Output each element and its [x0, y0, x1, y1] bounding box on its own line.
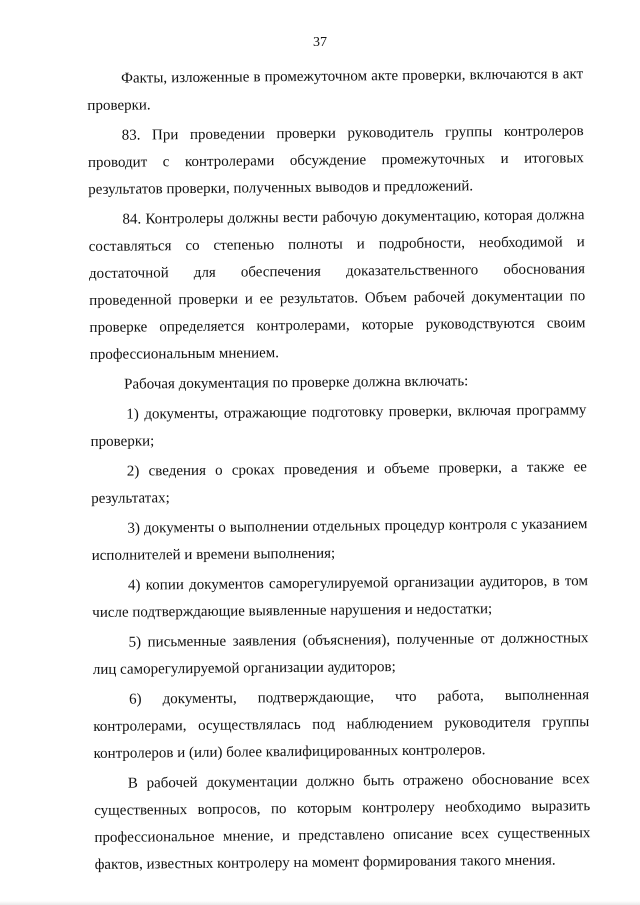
list-item-6-supervision-docs: 6) документы, подтверждающие, что работа, выполненная контролерами, осуществлялась под наблюдением руководителя группы контролеров и (или) более квалифицированных контролеров. [93, 687, 590, 762]
list-item-3-procedure-docs: 3) документы о выполнении отдельных процедур контроля с указанием исполнителей и времени выполнения; [91, 516, 588, 564]
paragraph-84-working-documentation: 84. Контролеры должны вести рабочую документацию, которая должна составляться со степенью полноты и подробности, необходимой и достаточной для обеспечения доказательственного обоснования проведенной проверки и ее результатов. Объем рабочей документации по проверке определяется контролерами, которые руководствуются своим профессиональным мнением. [88, 207, 586, 363]
list-item-4-document-copies: 4) копии документов саморегулируемой организации аудиторов, в том числе подтверждающие выявленные нарушения и недостатки; [92, 573, 589, 621]
paragraph-documentation-contents-intro: Рабочая документация по проверке должна включать: [123, 373, 469, 393]
paragraph-professional-opinion: В рабочей документации должно быть отражено обоснование всех существенных вопросов, по которым контролеру необходимо выразить профессиональное мнение, и представлено описание всех существенных фактов, известных контролеру на момент формирования такого мнения. [94, 771, 591, 873]
page-bottom-edge [0, 901, 640, 905]
list-item-2-terms-and-scope: 2) сведения о сроках проведения и объеме проверки, а также ее результатах; [91, 459, 587, 507]
paragraph-facts-in-act: Факты, изложенные в промежуточном акте проверки, включаются в акт проверки. [87, 66, 584, 114]
list-item-5-written-statements: 5) письменные заявления (объяснения), полученные от должностных лиц саморегулируемой организации аудиторов; [92, 630, 589, 678]
page-body [87, 61, 591, 882]
list-item-1-preparation-docs: 1) документы, отражающие подготовку проверки, включая программу проверки; [90, 402, 587, 450]
paragraph-83-discussion: 83. При проведении проверки руководитель группы контролеров проводит с контролерами обсуждение промежуточных и итоговых результатов проверки, полученных выводов и предложений. [87, 123, 584, 198]
page-number: 37 [313, 35, 327, 50]
